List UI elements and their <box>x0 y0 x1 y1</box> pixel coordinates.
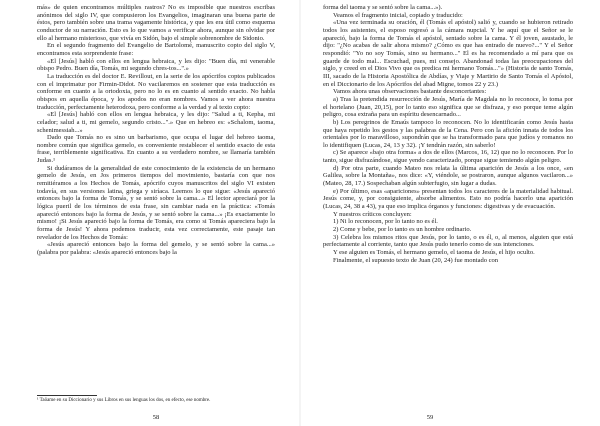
list-item: a) Tras la pretendida resurrección de Jesús, María de Magdala no lo reconoce, lo toma por el hortelano (Juan, 20,15), por lo tanto eso significa que se disfraza, y eso porque teme algún peligro, cosa extraña para un espíritu desencarnado... <box>323 95 573 119</box>
paragraph: Y nuestros críticos concluyen: <box>333 210 412 218</box>
quote-paragraph: «Una vez terminada su oración, él (Tomás el apóstol) salió y, cuando se hubieron retirado todos los asistentes, el esposo regresó a la cámara nupcial. Y he aquí que el Señor se le apareció, bajo la forma de Tomás el apóstol, sentado sobre la cama. Y él joven, asustado, le dijo: "¿No acabas de salir ahora mismo? ¿Cómo es que has entrado de nuevo?..." Y el Señor respondió: "Yo no soy Tomás, sino su hermano..." El es ha recomendado a mí para que os guarde de todo mal... Escuchad, pues, mi consejo. Abandonad todas las preocupaciones del siglo, y creed en el Dios Vivo que os predica mi hermano Tomás..."» (Historia de santo Tomás, III, sacado de la Historia Apostólica de Abdías, y Viaje y Martirio de Santo Tomás el Apóstol, en el Diccionario de los Apócrifos del abad Migne, tomos 22 y 23.) <box>323 19 573 88</box>
left-page-text <box>37 4 275 257</box>
page-number-right: 59 <box>426 414 434 421</box>
paragraph: Finalmente, el supuesto texto de Juan (20, 24) fue montado con <box>333 256 498 264</box>
list-item: c) Se aparece «bajo otra forma» a dos de ellos (Marcos, 16, 12) que no lo reconocen. Por lo tanto, sigue disfrazándose, sigue yendo caracterizado, porque sigue temiendo algún peligro. <box>323 149 573 165</box>
page-number-left: 58 <box>152 414 160 421</box>
list-item: d) Por otra parte, cuando Mateo nos relata la última aparición de Jesús a los once, «en Galilea, sobre la Montaña», nos dice: «Y, viéndole, se postraron, aunque algunos vacilaron...» (Mateo, 28, 17.) Sospechaban algún subterfugio, sin lugar a dudas. <box>323 164 573 188</box>
list-item: b) Los peregrinos de Emaús tampoco lo reconocen. No lo identificarán como Jesús hasta que haya repetido los gestos y las palabras de la Cena. Pero con la afición innata de todos los orientales por lo maravilloso, supondrán que se ha transformado para que judíos y romanos no lo identifiquen (Lucas, 24, 13 y 32). ¡Y tendrán razón, sin saberlo! <box>323 118 573 149</box>
list-item: e) Por último, esas «apariciones» presentan todos los caracteres de la materialidad habitual. Jesús come, y, por consiguiente, absorbe alimentos. Esto no podría hacerlo una aparición (Lucas, 24, 38 a 43), ya que eso implica órganos y funciones: digestivas y de evacuación. <box>323 187 573 211</box>
paragraph: Y ese alguien es Tomás, el hermano gemelo, el taoma de Jesús, el hijo oculto. <box>333 249 535 256</box>
quote-paragraph: «El [Jesús] habló con ellos en lengua hebraica, y les dijo: "Salud a ti, Kepha, mi celador; salud a ti, mi gemelo, segundo cristo...".» Que en hebreo es: «Schalom, taoma, schenimessiah...» <box>37 111 275 134</box>
paragraph: forma del taoma y se sentó sobre la cama...»). <box>323 4 443 11</box>
paragraph: «Jesús apareció entonces bajo la forma del gemelo, y se sentó sobre la cama...» (palabra por palabra: «Jesús apareció entonces bajo la <box>37 241 275 256</box>
paragraph: Veamos el fragmento inicial, copiado y traducido: <box>333 11 463 19</box>
paragraph: Vamos ahora unas observaciones bastante desconcertantes: <box>333 88 487 96</box>
paragraph: En el segundo fragmento del Evangelio de Bartolomé, manuscrito copto del siglo V, encontramos esta sorprendente frase: <box>37 42 275 57</box>
paragraph: Dado que Tomás no es sino un barbarismo, que ocupa el lugar del hebreo taoma, nombre común que significa gemelo, es conveniente restablecer el sentido exacto de esta frase, terriblemente significativa. En cuanto a su verdadero nombre, se llamaría también Judas.¹ <box>37 134 275 165</box>
paragraph: La traducción es del doctor E. Revillout, en la serie de los apócrifos coptos publicados con el imprimatur por Firmin-Didot. No vacilaremos en sostener que esta traducción es conforme en cuanto a la ortodoxia, pero no lo es en cuanto al sentido exacto. No habla obispos en aquella época, y los apodos no eran nombres. Vamos a ver ahora nuestra traducción, perfectamente heterodoxa, pero conforme a la verdad y al texto copto: <box>37 72 275 111</box>
footnote: ¹ Taôame en su Diccionario y sus Libros en sus lenguas los dos, en efecto, ese nombre. <box>37 398 211 403</box>
quote-paragraph: «El [Jesús] habló con ellos en lengua hebraica, y les dijo: "Buen día, mi venerable obispo Pedro. Buen día, Tomás, mi segundo chres-tos...".» <box>37 57 275 73</box>
list-item: 2) Come y bebe, por lo tanto es un hombre ordinario. <box>333 226 472 234</box>
paragraph: Si dudáramos de la generalidad de este conocimiento de la existencia de un hermano gemelo de Jesús, en Jos primeros tiempos del movimiento, bastaría con que nos remitiéramos a los Hechos de Tomás, apócrifo cuyos manuscritos del siglo VI existen todavía, en sus versiones latina, griega y siríaca. Leemos lo que sigue: «Jesús apareció entonces bajo la forma de Tomás, y se sentó sobre la cama...» El lector apreciará por la lógica pueril de los términos de esta frase, sin cambiar nada en la práctica: «Tomás apareció entonces bajo la forma de Jesús, y se sentó sobre la cama...» ¡Es exactamente lo mismo! ¡Si Jesús apareció bajo la forma de Tomás, era como si Tomás apareciera bajo la forma de Jesús! Y ahora podemos traducir, esta vez correctamente, este pasaje tan revelador de los Hechos de Tomás: <box>37 164 275 241</box>
right-page-text <box>323 4 573 264</box>
list-item: 3) Celebra los mismos ritos que Jesús, por lo tanto, o es él, o, al menos, alguien que está perfectamente al corriente, tanto que Jesús pudo tenerlo como de sus intenciones. <box>323 233 573 249</box>
paragraph: más» de quien encontramos múltiples rastros? No es imposible que nuestros escribas anónimos del siglo IV, que compusieron los Evangelios, imaginaran una buena parte de éstos, pero también sobre una trama vagamente histórica, y que les era útil como esquema conductor de su narración. Esto es lo que vamos a verificar ahora, aunque sin olvidar por ello al hermano misterioso, que vivía en Sidón, bajo el simple sobrenombre de Sidonio. <box>37 4 275 42</box>
list-item: 1) Ni lo reconocen, por lo tanto no es él. <box>333 218 438 226</box>
footnote-rule <box>37 395 97 396</box>
